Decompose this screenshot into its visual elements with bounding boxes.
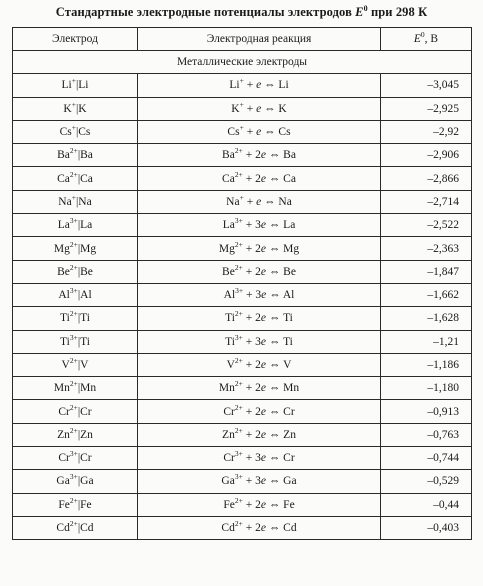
electrode-ion: Ba	[57, 149, 70, 162]
reaction-electron: e	[260, 172, 266, 185]
reaction-charge: +	[239, 76, 244, 86]
table-row	[13, 447, 472, 470]
reaction-ion: Zn	[222, 428, 235, 441]
reaction-n: 2	[255, 428, 261, 441]
reaction-electron: e	[260, 312, 267, 325]
electrode-cell: $Ba^{2+}|Ba$	[13, 144, 138, 167]
reaction-cell: $La^{3+} + 3e$ ⇔ La	[138, 214, 381, 237]
electrode-charge: 3+	[69, 216, 78, 226]
reaction-electron: e	[261, 289, 267, 302]
header-potential-symbol: E	[413, 33, 421, 45]
electrode-cell: $V^{2+}|V$	[13, 353, 138, 376]
reaction-arrow: ⇔	[268, 149, 281, 162]
electrode-metal: Be	[80, 265, 93, 278]
electrode-cell: $Mg^{2+}|Mg$	[13, 237, 138, 260]
table-row	[13, 97, 472, 120]
potential-cell: –1,847	[381, 260, 472, 283]
table-row	[13, 237, 472, 260]
title-symbol: E	[355, 5, 364, 20]
reaction-ion: Ca	[222, 172, 235, 185]
electrode-ion: Ga	[56, 475, 70, 488]
reaction-electron: e	[260, 149, 266, 162]
reaction-metal: Ca	[283, 172, 296, 185]
electrode-charge: +	[71, 99, 76, 109]
reaction-ion: Li	[229, 79, 240, 92]
reaction-cell: $Ti^{2+} + 2e$ ⇔ Ti	[138, 307, 381, 330]
header-electrode: Электрод	[13, 28, 138, 51]
reaction-ion: K	[231, 102, 240, 115]
electrode-charge: 2+	[69, 519, 78, 529]
reaction-charge: 2+	[234, 379, 243, 389]
electrode-cell: $Cd^{2+}|Cd$	[13, 516, 138, 539]
electrode-charge: 3+	[69, 332, 78, 342]
potential-cell: –0,763	[381, 423, 472, 446]
reaction-arrow: ⇔	[264, 195, 276, 208]
section-title: Металлические электроды	[13, 51, 472, 74]
reaction-charge: 2+	[234, 239, 243, 249]
reaction-cell: $Cd^{2+} + 2e$ ⇔ Cd	[138, 516, 381, 539]
reaction-cell: $Mg^{2+} + 2e$ ⇔ Mg	[138, 237, 381, 260]
table-row	[13, 167, 472, 190]
potential-cell: –1,186	[381, 353, 472, 376]
potential-cell: –0,529	[381, 470, 472, 493]
table-row	[13, 400, 472, 423]
table-row	[13, 214, 472, 237]
electrode-cell: $Mn^{2+}|Mn$	[13, 377, 138, 400]
electrode-metal: Fe	[80, 498, 92, 511]
potential-cell: –0,44	[381, 493, 472, 516]
potential-cell: –2,866	[381, 167, 472, 190]
reaction-metal: Na	[278, 195, 292, 208]
reaction-electron: e	[260, 452, 266, 465]
reaction-arrow: ⇔	[268, 219, 281, 232]
reaction-charge: 2+	[234, 356, 243, 366]
reaction-ion: La	[222, 219, 235, 232]
reaction-ion: Ba	[222, 149, 235, 162]
reaction-metal: K	[278, 102, 287, 115]
reaction-cell: $Zn^{2+} + 2e$ ⇔ Zn	[138, 423, 381, 446]
reaction-charge: +	[239, 123, 244, 133]
potential-cell: –2,363	[381, 237, 472, 260]
electrode-charge: 2+	[69, 239, 78, 249]
table-row	[13, 516, 472, 539]
potentials-table	[12, 27, 472, 540]
electrode-ion: Ca	[57, 172, 70, 185]
reaction-electron: e	[260, 522, 266, 535]
table-row	[13, 283, 472, 306]
electrode-cell: $Cr^{3+}|Cr$	[13, 447, 138, 470]
potential-cell: –2,925	[381, 97, 472, 120]
reaction-cell: Na+ + e ⇔ Na	[138, 190, 381, 213]
electrode-charge: 2+	[69, 495, 78, 505]
reaction-arrow: ⇔	[268, 335, 281, 348]
electrode-charge: 2+	[69, 309, 78, 319]
reaction-charge: 3+	[234, 472, 243, 482]
reaction-cell: $Al^{3+} + 3e$ ⇔ Al	[138, 283, 381, 306]
electrode-cell: K+|K	[13, 97, 138, 120]
reaction-charge: 2+	[234, 262, 243, 272]
reaction-arrow: ⇔	[264, 102, 276, 115]
electrode-cell: Na+|Na	[13, 190, 138, 213]
potential-cell: –2,522	[381, 214, 472, 237]
reaction-n: 3	[255, 452, 261, 465]
electrode-charge: 3+	[69, 449, 78, 459]
electrode-ion: Fe	[58, 498, 70, 511]
reaction-electron: e	[260, 498, 266, 511]
electrode-charge: 2+	[69, 146, 78, 156]
electrode-cell: $Zn^{2+}|Zn$	[13, 423, 138, 446]
reaction-cell: $Ti^{3+} + 3e$ ⇔ Ti	[138, 330, 381, 353]
electrode-charge: 2+	[69, 262, 78, 272]
electrode-charge: 2+	[69, 402, 78, 412]
table-row	[13, 493, 472, 516]
reaction-n: 2	[255, 498, 261, 511]
potential-cell: –1,662	[381, 283, 472, 306]
electrode-ion: Cd	[56, 522, 70, 535]
table-row	[13, 260, 472, 283]
reaction-cell: $Cr^{3+} + 3e$ ⇔ Cr	[138, 447, 381, 470]
electrode-metal: Zn	[80, 428, 93, 441]
reaction-metal: Ga	[283, 475, 297, 488]
potential-cell: –1,180	[381, 377, 472, 400]
table-title	[0, 4, 483, 20]
reaction-ion: Ga	[221, 475, 235, 488]
reaction-electron: e	[260, 335, 267, 348]
potential-cell: –2,906	[381, 144, 472, 167]
electrode-ion: V	[61, 359, 70, 371]
reaction-cell: Li+ + e ⇔ Li	[138, 74, 381, 97]
reaction-metal: Al	[282, 289, 295, 302]
electrode-ion: Cs	[59, 126, 72, 139]
potential-cell: –2,714	[381, 190, 472, 213]
reaction-n: 2	[255, 172, 261, 185]
reaction-ion: Be	[222, 265, 235, 278]
reaction-ion: Cd	[221, 522, 235, 535]
electrode-metal: Ca	[80, 172, 93, 185]
reaction-cell: $Be^{2+} + 2e$ ⇔ Be	[138, 260, 381, 283]
reaction-n: 2	[255, 382, 261, 395]
reaction-metal: Cr	[283, 452, 295, 465]
reaction-ion: Cr	[223, 452, 235, 465]
reaction-arrow: ⇔	[268, 242, 281, 255]
electrode-cell: $Cr^{2+}|Cr$	[13, 400, 138, 423]
reaction-cell: K+ + e ⇔ K	[138, 97, 381, 120]
reaction-arrow: ⇔	[268, 265, 281, 278]
reaction-n: 2	[255, 405, 261, 418]
reaction-arrow: ⇔	[268, 452, 281, 465]
electrode-metal: Al	[80, 289, 92, 302]
reaction-metal: Mg	[283, 242, 300, 255]
electrode-ion: Ti	[60, 312, 70, 325]
reaction-electron: e	[260, 265, 266, 278]
reaction-metal: Fe	[283, 498, 295, 511]
electrode-ion: Cr	[58, 452, 70, 465]
reaction-electron: e	[260, 475, 266, 488]
reaction-electron: e	[260, 359, 267, 371]
reaction-arrow: ⇔	[269, 289, 281, 302]
reaction-arrow: ⇔	[268, 498, 281, 511]
table-row	[13, 144, 472, 167]
electrode-charge: 3+	[69, 286, 78, 296]
reaction-arrow: ⇔	[268, 475, 281, 488]
title-symbol-sup: 0	[363, 4, 368, 13]
table-row	[13, 74, 472, 97]
reaction-n: 2	[255, 265, 261, 278]
electrode-cell: $Ti^{2+}|Ti$	[13, 307, 138, 330]
electrode-charge: 2+	[69, 356, 78, 366]
reaction-n: 3	[255, 289, 262, 302]
electrode-cell: $Al^{3+}|Al$	[13, 283, 138, 306]
electrode-ion: Al	[58, 289, 70, 302]
electrode-ion: Ti	[60, 335, 70, 348]
electrode-charge: 2+	[69, 379, 78, 389]
reaction-metal: Ba	[283, 149, 296, 162]
electrode-metal: Cr	[80, 452, 92, 465]
reaction-cell: $Ga^{3+} + 3e$ ⇔ Ga	[138, 470, 381, 493]
header-reaction: Электродная реакция	[138, 28, 381, 51]
electrode-metal: K	[78, 102, 87, 115]
electrode-cell: $Fe^{2+}|Fe$	[13, 493, 138, 516]
electrode-cell: Cs+|Cs	[13, 120, 138, 143]
reaction-charge: 2+	[234, 426, 243, 436]
reaction-electron: e	[260, 242, 266, 255]
table-row	[13, 307, 472, 330]
reaction-ion: Na	[226, 195, 240, 208]
reaction-n: 2	[255, 312, 261, 325]
reaction-charge: 2+	[234, 402, 243, 412]
reaction-cell: $Ca^{2+} + 2e$ ⇔ Ca	[138, 167, 381, 190]
electrode-ion: Mg	[53, 242, 70, 255]
reaction-charge: 3+	[235, 286, 244, 296]
title-prefix: Стандартные электродные потенциалы электродов	[55, 5, 356, 20]
reaction-electron: e	[256, 79, 262, 92]
reaction-electron: e	[260, 382, 266, 395]
table-row	[13, 470, 472, 493]
electrode-ion: Na	[58, 195, 72, 208]
reaction-electron: e	[260, 428, 266, 441]
reaction-arrow: ⇔	[264, 126, 276, 139]
electrode-metal: Cs	[78, 126, 91, 139]
reaction-electron: e	[256, 195, 262, 208]
potential-cell: –0,403	[381, 516, 472, 539]
reaction-metal: Cs	[278, 126, 291, 139]
table-row	[13, 190, 472, 213]
electrode-cell: $Ti^{3+}|Ti$	[13, 330, 138, 353]
reaction-arrow: ⇔	[268, 382, 281, 395]
electrode-metal: Na	[78, 195, 92, 208]
reaction-n: 2	[255, 359, 261, 371]
electrode-charge: +	[71, 123, 76, 133]
table-row	[13, 330, 472, 353]
reaction-charge: 2+	[234, 495, 243, 505]
potential-cell: –1,21	[381, 330, 472, 353]
reaction-arrow: ⇔	[268, 522, 281, 535]
reaction-charge: 2+	[234, 169, 243, 179]
reaction-arrow: ⇔	[264, 79, 276, 92]
electrode-metal: Ti	[80, 312, 90, 325]
reaction-ion: Al	[223, 289, 236, 302]
reaction-ion: Cr	[223, 405, 235, 418]
reaction-arrow: ⇔	[268, 405, 281, 418]
electrode-ion: Zn	[57, 428, 70, 441]
potential-cell: –1,628	[381, 307, 472, 330]
electrode-ion: K	[63, 102, 72, 115]
reaction-metal: Be	[283, 265, 296, 278]
electrode-charge: +	[71, 193, 76, 203]
reaction-ion: V	[226, 359, 235, 371]
reaction-charge: 3+	[234, 449, 243, 459]
reaction-cell: $Mn^{2+} + 2e$ ⇔ Mn	[138, 377, 381, 400]
reaction-n: 3	[255, 219, 261, 232]
reaction-metal: Li	[278, 79, 289, 92]
electrode-ion: Be	[57, 265, 70, 278]
reaction-charge: 2+	[234, 309, 243, 319]
electrode-metal: V	[80, 359, 89, 371]
reaction-n: 2	[255, 242, 261, 255]
reaction-metal: Mn	[283, 382, 300, 395]
reaction-cell: $Ba^{2+} + 2e$ ⇔ Ba	[138, 144, 381, 167]
reaction-electron: e	[260, 219, 266, 232]
reaction-ion: Cs	[227, 126, 240, 139]
electrode-cell: $Be^{2+}|Be$	[13, 260, 138, 283]
reaction-ion: Mg	[218, 242, 235, 255]
reaction-metal: Cr	[283, 405, 295, 418]
reaction-metal: Ti	[283, 312, 293, 325]
section-row	[13, 51, 472, 74]
electrode-metal: Li	[78, 79, 89, 92]
reaction-charge: 2+	[234, 146, 243, 156]
reaction-ion: Ti	[225, 335, 235, 348]
potential-cell: –2,92	[381, 120, 472, 143]
electrode-metal: Cr	[80, 405, 92, 418]
reaction-charge: 2+	[234, 519, 243, 529]
electrode-ion: Cr	[58, 405, 70, 418]
reaction-n: 2	[255, 522, 261, 535]
reaction-metal: Cd	[283, 522, 297, 535]
electrode-cell: $Ca^{2+}|Ca$	[13, 167, 138, 190]
title-suffix: при 298 К	[367, 5, 428, 20]
electrode-metal: La	[80, 219, 93, 232]
header-potential-unit: , В	[424, 33, 439, 45]
reaction-n: 2	[255, 149, 261, 162]
electrode-charge: 2+	[69, 169, 78, 179]
table-row	[13, 423, 472, 446]
reaction-ion: Mn	[218, 382, 235, 395]
reaction-ion: Fe	[223, 498, 235, 511]
reaction-electron: e	[256, 102, 262, 115]
electrode-cell: Li+|Li	[13, 74, 138, 97]
reaction-metal: La	[283, 219, 296, 232]
reaction-electron: e	[260, 405, 266, 418]
reaction-metal: V	[283, 359, 292, 371]
electrode-metal: Ti	[80, 335, 90, 348]
reaction-cell: $Fe^{2+} + 2e$ ⇔ Fe	[138, 493, 381, 516]
table-row	[13, 120, 472, 143]
reaction-charge: +	[239, 99, 244, 109]
reaction-n: 3	[255, 335, 261, 348]
reaction-arrow: ⇔	[268, 312, 281, 325]
table-row	[13, 377, 472, 400]
reaction-n: 3	[255, 475, 261, 488]
reaction-charge: +	[239, 193, 244, 203]
electrode-metal: Ba	[80, 149, 93, 162]
reaction-metal: Ti	[283, 335, 293, 348]
electrode-ion: La	[57, 219, 70, 232]
electrode-charge: 3+	[69, 472, 78, 482]
reaction-arrow: ⇔	[268, 359, 281, 371]
reaction-electron: e	[256, 126, 262, 139]
reaction-cell: Cs+ + e ⇔ Cs	[138, 120, 381, 143]
header-potential-sup: 0	[420, 30, 425, 40]
reaction-cell: $V^{2+} + 2e$ ⇔ V	[138, 353, 381, 376]
reaction-charge: 3+	[234, 216, 243, 226]
reaction-charge: 3+	[234, 332, 243, 342]
header-row	[13, 28, 472, 51]
electrode-cell: $Ga^{3+}|Ga$	[13, 470, 138, 493]
reaction-arrow: ⇔	[268, 172, 281, 185]
potential-cell: –0,913	[381, 400, 472, 423]
electrode-metal: Mn	[80, 382, 97, 395]
reaction-metal: Zn	[283, 428, 296, 441]
electrode-charge: +	[71, 76, 76, 86]
potential-cell: –0,744	[381, 447, 472, 470]
electrode-ion: Mn	[53, 382, 70, 395]
reaction-arrow: ⇔	[268, 428, 281, 441]
electrode-metal: Cd	[80, 522, 94, 535]
table-row	[13, 353, 472, 376]
header-potential	[381, 28, 472, 51]
electrode-metal: Ga	[80, 475, 94, 488]
electrode-metal: Mg	[80, 242, 97, 255]
electrode-charge: 2+	[69, 426, 78, 436]
reaction-cell: $Cr^{2+} + 2e$ ⇔ Cr	[138, 400, 381, 423]
electrode-ion: Li	[61, 79, 72, 92]
potential-cell: –3,045	[381, 74, 472, 97]
electrode-cell: $La^{3+}|La$	[13, 214, 138, 237]
reaction-ion: Ti	[225, 312, 235, 325]
